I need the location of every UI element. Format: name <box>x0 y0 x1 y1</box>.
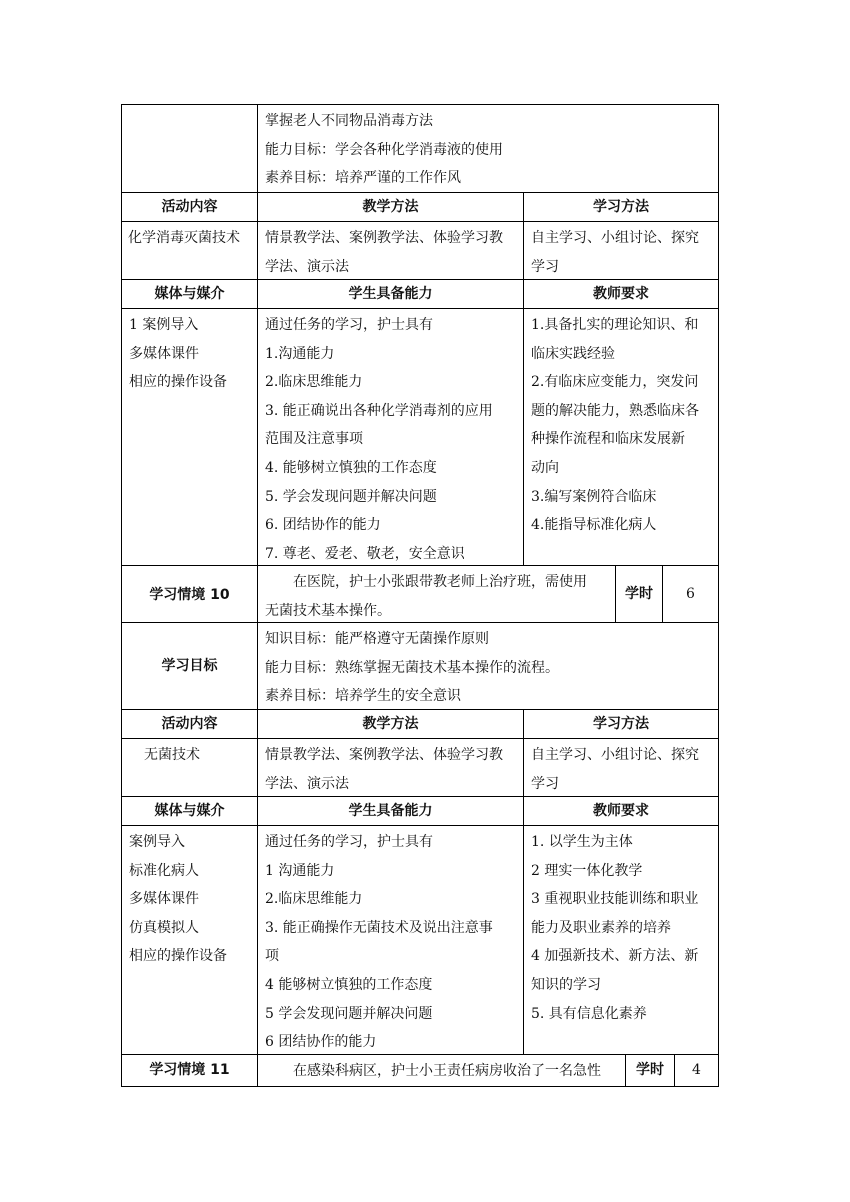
ability-cell <box>257 308 524 566</box>
learning-line: 学习 <box>531 258 559 275</box>
ability-item: 4. 能够树立慎独的工作态度 <box>265 459 437 476</box>
teacher-item: 种操作流程和临床发展新 <box>531 431 685 448</box>
objective-line: 掌握老人不同物品消毒方法 <box>265 113 433 129</box>
ability-item: 6. 团结协作的能力 <box>265 517 381 534</box>
media-item: 标准化病人 <box>129 862 199 879</box>
teacher-item: 1.具备扎实的理论知识、和 <box>531 317 699 333</box>
ability-item: 3. 能正确说出各种化学消毒剂的应用 <box>265 402 493 419</box>
ability-item: 7. 尊老、爱老、敬老，安全意识 <box>265 545 465 562</box>
learning-cell <box>523 738 719 797</box>
header-learning-method: 学习方法 <box>523 192 719 222</box>
situation-cell <box>257 565 616 623</box>
media-item: 案例导入 <box>129 834 185 850</box>
header-teaching-method: 教学方法 <box>257 709 524 739</box>
objective-line: 素养目标：培养学生的安全意识 <box>265 688 461 705</box>
objective-line: 能力目标：学会各种化学消毒液的使用 <box>265 141 503 158</box>
media-item: 仿真模拟人 <box>129 919 199 936</box>
teacher-item: 能力及职业素养的培养 <box>531 919 671 936</box>
teacher-cell <box>523 308 719 566</box>
situation-label: 学习情境 10 <box>121 565 258 623</box>
learning-line: 自主学习、小组讨论、探究 <box>531 230 699 246</box>
teacher-item: 5. 具有信息化素养 <box>531 1005 647 1022</box>
hours-value: 4 <box>674 1054 719 1087</box>
ability-item: 项 <box>265 948 279 965</box>
header-student-ability: 学生具备能力 <box>257 796 524 826</box>
media-item: 相应的操作设备 <box>129 374 227 391</box>
header-teacher-requirement: 教师要求 <box>523 279 719 309</box>
situation-label: 学习情境 11 <box>121 1054 258 1087</box>
teacher-item: 4 加强新技术、新方法、新 <box>531 948 699 965</box>
header-media: 媒体与媒介 <box>121 796 258 826</box>
teaching-line: 学法、演示法 <box>265 258 349 275</box>
media-cell <box>121 308 258 566</box>
objective-line: 能力目标：熟练掌握无菌技术基本操作的流程。 <box>265 659 559 676</box>
ability-item: 通过任务的学习，护士具有 <box>265 317 433 333</box>
ability-item: 1 沟通能力 <box>265 862 335 879</box>
objective-line: 素养目标：培养严谨的工作作风 <box>265 170 461 187</box>
teacher-item: 临床实践经验 <box>531 345 615 362</box>
teacher-item: 2 理实一体化教学 <box>531 862 643 879</box>
media-cell <box>121 825 258 1055</box>
header-teacher-requirement: 教师要求 <box>523 796 719 826</box>
media-item: 多媒体课件 <box>129 345 199 362</box>
hours-label: 学时 <box>615 565 663 623</box>
objective-line: 知识目标：能严格遵守无菌操作原则 <box>265 631 489 647</box>
ability-item: 范围及注意事项 <box>265 431 363 448</box>
header-teaching-method: 教学方法 <box>257 192 524 222</box>
ability-item: 通过任务的学习，护士具有 <box>265 834 433 850</box>
activity-text: 无菌技术 <box>144 747 200 763</box>
activity-cell <box>121 738 258 797</box>
teaching-line: 情景教学法、案例教学法、体验学习教 <box>265 747 503 763</box>
objectives-cell <box>257 104 719 193</box>
blank-label-cell <box>121 104 258 193</box>
header-media: 媒体与媒介 <box>121 279 258 309</box>
header-activity: 活动内容 <box>121 709 258 739</box>
ability-item: 2.临床思维能力 <box>265 374 363 391</box>
teacher-item: 知识的学习 <box>531 976 601 993</box>
learning-line: 学习 <box>531 775 559 792</box>
activity-cell <box>121 221 258 280</box>
situation-line: 在感染科病区，护士小王责任病房收治了一名急性 <box>293 1063 601 1079</box>
header-learning-method: 学习方法 <box>523 709 719 739</box>
media-item: 相应的操作设备 <box>129 948 227 965</box>
teacher-item: 题的解决能力，熟悉临床各 <box>531 402 699 419</box>
media-item: 多媒体课件 <box>129 891 199 908</box>
situation-cell <box>257 1054 626 1087</box>
ability-item: 6 团结协作的能力 <box>265 1034 377 1051</box>
ability-item: 5 学会发现问题并解决问题 <box>265 1005 433 1022</box>
teacher-item: 3 重视职业技能训练和职业 <box>531 891 699 908</box>
learning-cell <box>523 221 719 280</box>
teacher-item: 动向 <box>531 459 559 476</box>
teacher-item: 4.能指导标准化病人 <box>531 517 657 534</box>
objectives-cell <box>257 622 719 710</box>
teaching-line: 学法、演示法 <box>265 775 349 792</box>
teaching-line: 情景教学法、案例教学法、体验学习教 <box>265 230 503 246</box>
ability-cell <box>257 825 524 1055</box>
ability-item: 5. 学会发现问题并解决问题 <box>265 488 437 505</box>
activity-text: 化学消毒灭菌技术 <box>128 230 240 246</box>
teacher-item: 1. 以学生为主体 <box>531 834 633 850</box>
header-student-ability: 学生具备能力 <box>257 279 524 309</box>
situation-line: 无菌技术基本操作。 <box>265 602 391 619</box>
header-activity: 活动内容 <box>121 192 258 222</box>
teaching-cell <box>257 738 524 797</box>
situation-line: 在医院，护士小张跟带教老师上治疗班，需使用 <box>293 574 587 590</box>
ability-item: 1.沟通能力 <box>265 345 335 362</box>
hours-label: 学时 <box>625 1054 675 1087</box>
teaching-cell <box>257 221 524 280</box>
ability-item: 2.临床思维能力 <box>265 891 363 908</box>
teacher-cell <box>523 825 719 1055</box>
media-item: 1 案例导入 <box>129 317 199 333</box>
ability-item: 3. 能正确操作无菌技术及说出注意事 <box>265 919 493 936</box>
hours-value: 6 <box>662 565 719 623</box>
learning-line: 自主学习、小组讨论、探究 <box>531 747 699 763</box>
teacher-item: 2.有临床应变能力，突发问 <box>531 374 699 391</box>
teacher-item: 3.编写案例符合临床 <box>531 488 657 505</box>
goal-label: 学习目标 <box>121 622 258 710</box>
ability-item: 4 能够树立慎独的工作态度 <box>265 976 433 993</box>
